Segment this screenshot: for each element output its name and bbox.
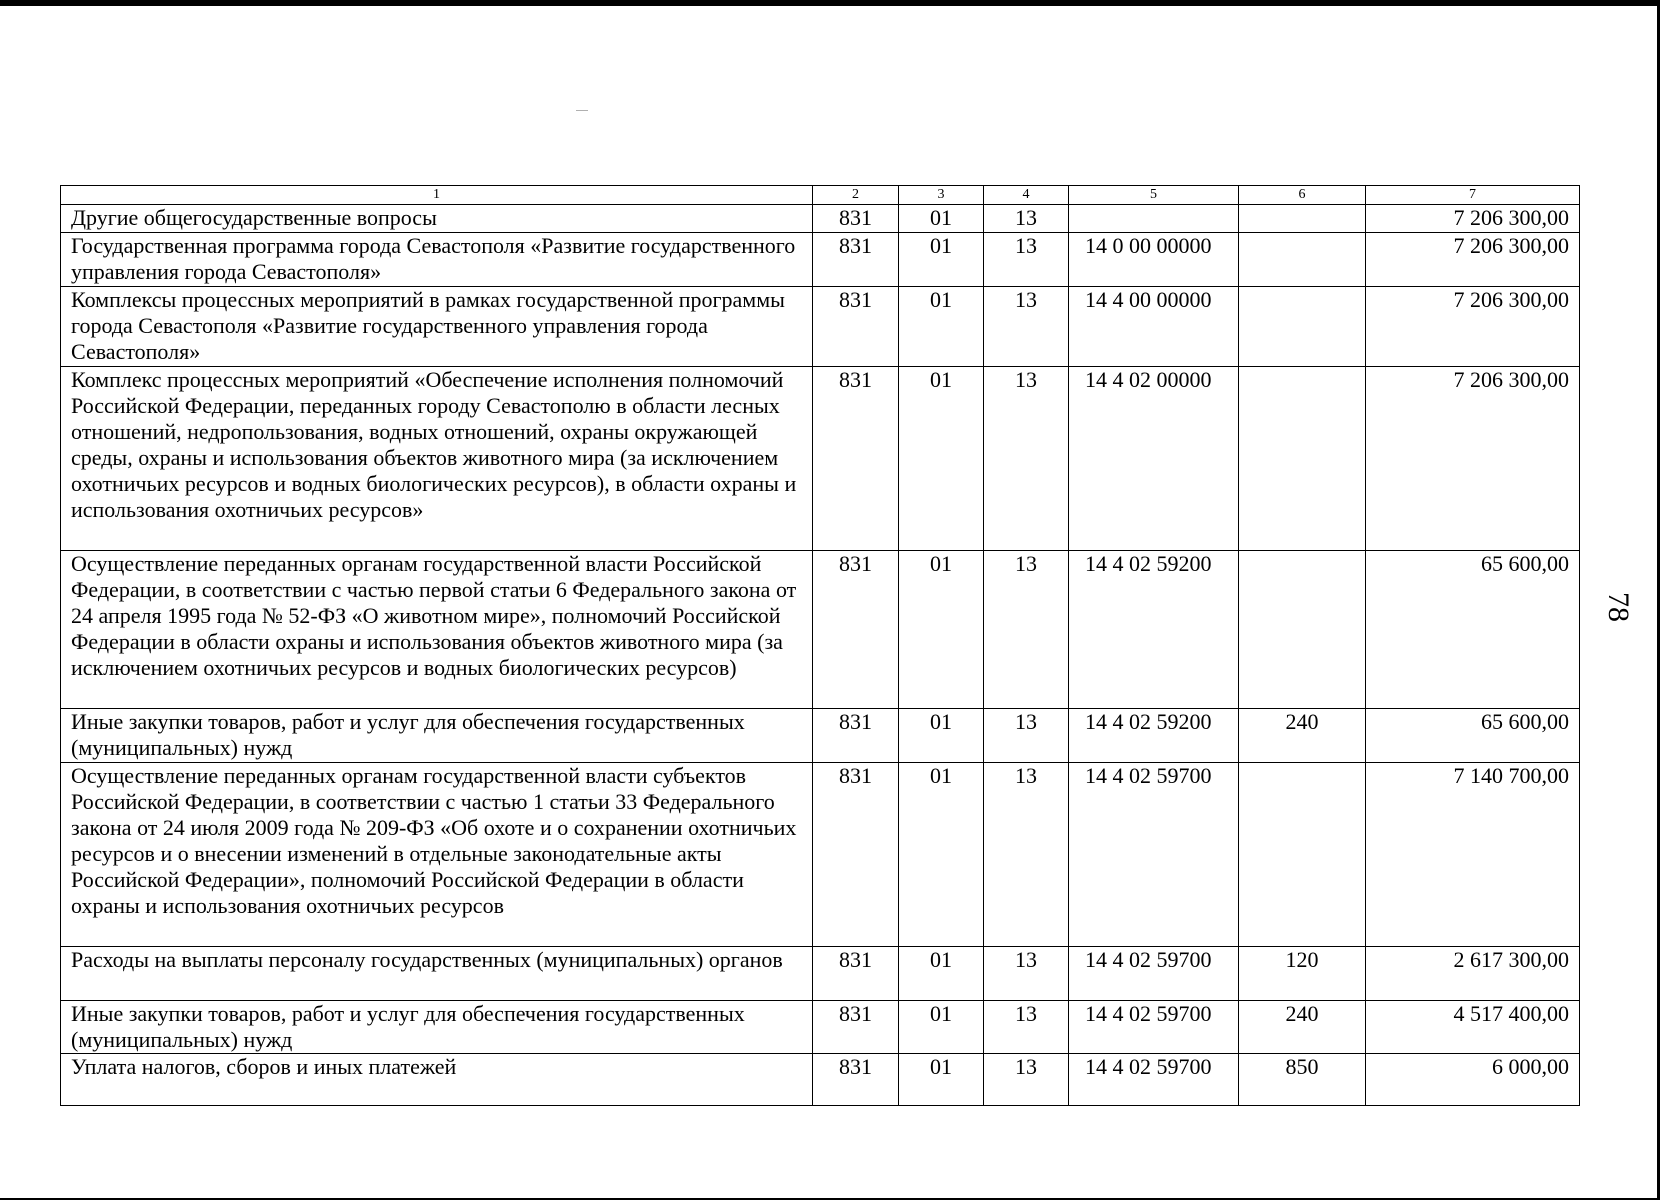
scan-top-edge xyxy=(0,0,1660,6)
row-vr: 850 xyxy=(1239,1054,1366,1106)
header-col-6: 6 xyxy=(1239,186,1366,205)
row-rz: 01 xyxy=(899,233,984,287)
row-pr: 13 xyxy=(984,551,1069,709)
row-name: Комплексы процессных мероприятий в рамках государственной программы города Севастополя «Развитие государственного управления города Севастополя» xyxy=(61,287,813,367)
row-name: Уплата налогов, сборов и иных платежей xyxy=(61,1054,813,1106)
header-col-1: 1 xyxy=(61,186,813,205)
row-name: Расходы на выплаты персоналу государственных (муниципальных) органов xyxy=(61,947,813,1001)
row-vr xyxy=(1239,205,1366,233)
row-grbs: 831 xyxy=(813,233,899,287)
row-name: Комплекс процессных мероприятий «Обеспечение исполнения полномочий Российской Федерации, переданных городу Севастополю в области лесных отношений, недропользования, водных отношений, охраны окружающей среды, охраны и использования объектов животного мира (за исключением охотничьих ресурсов и водных биологических ресурсов), в области охраны и использования охотничьих ресурсов» xyxy=(61,367,813,551)
table-row xyxy=(61,287,1580,367)
row-rz: 01 xyxy=(899,709,984,763)
row-grbs: 831 xyxy=(813,1001,899,1054)
row-name: Осуществление переданных органам государственной власти Российской Федерации, в соответствии с частью первой статьи 6 Федерального закона от 24 апреля 1995 года № 52-ФЗ «О животном мире», полномочий Российской Федерации в области охраны и использования объектов животного мира (за исключением охотничьих ресурсов и водных биологических ресурсов) xyxy=(61,551,813,709)
table-row xyxy=(61,233,1580,287)
row-vr xyxy=(1239,287,1366,367)
row-pr: 13 xyxy=(984,1001,1069,1054)
row-csr: 14 4 02 59700 xyxy=(1069,947,1239,1001)
row-vr: 240 xyxy=(1239,709,1366,763)
row-csr: 14 4 02 59700 xyxy=(1069,1001,1239,1054)
row-name: Иные закупки товаров, работ и услуг для обеспечения государственных (муниципальных) нужд xyxy=(61,1001,813,1054)
row-csr: 14 4 00 00000 xyxy=(1069,287,1239,367)
header-row xyxy=(61,186,1580,205)
page-number: 78 xyxy=(1602,592,1635,622)
row-name: Осуществление переданных органам государственной власти субъектов Российской Федерации, в соответствии с частью 1 статьи 33 Федерального закона от 24 июля 2009 года № 209-ФЗ «Об охоте и о сохранении охотничьих ресурсов и о внесении изменений в отдельные законодательные акты Российской Федерации», полномочий Российской Федерации в области охраны и использования охотничьих ресурсов xyxy=(61,763,813,947)
row-pr: 13 xyxy=(984,233,1069,287)
row-csr: 14 4 02 00000 xyxy=(1069,367,1239,551)
row-grbs: 831 xyxy=(813,763,899,947)
row-pr: 13 xyxy=(984,205,1069,233)
row-name: Другие общегосударственные вопросы xyxy=(61,205,813,233)
row-grbs: 831 xyxy=(813,1054,899,1106)
row-vr xyxy=(1239,551,1366,709)
table-row xyxy=(61,763,1580,947)
row-grbs: 831 xyxy=(813,205,899,233)
scan-speck xyxy=(576,110,588,111)
table-row xyxy=(61,205,1580,233)
table-row xyxy=(61,1001,1580,1054)
row-rz: 01 xyxy=(899,1054,984,1106)
row-rz: 01 xyxy=(899,1001,984,1054)
row-csr xyxy=(1069,205,1239,233)
header-col-3: 3 xyxy=(899,186,984,205)
row-rz: 01 xyxy=(899,287,984,367)
table-row xyxy=(61,551,1580,709)
row-amount: 65 600,00 xyxy=(1366,551,1580,709)
row-vr xyxy=(1239,763,1366,947)
row-amount: 6 000,00 xyxy=(1366,1054,1580,1106)
table-row xyxy=(61,367,1580,551)
row-name: Иные закупки товаров, работ и услуг для обеспечения государственных (муниципальных) нужд xyxy=(61,709,813,763)
row-grbs: 831 xyxy=(813,551,899,709)
row-rz: 01 xyxy=(899,551,984,709)
row-pr: 13 xyxy=(984,287,1069,367)
table-row xyxy=(61,1054,1580,1106)
table-body xyxy=(61,205,1580,1106)
row-vr xyxy=(1239,233,1366,287)
row-amount: 7 140 700,00 xyxy=(1366,763,1580,947)
row-csr: 14 4 02 59700 xyxy=(1069,1054,1239,1106)
table-row xyxy=(61,947,1580,1001)
header-col-2: 2 xyxy=(813,186,899,205)
row-amount: 7 206 300,00 xyxy=(1366,287,1580,367)
row-vr xyxy=(1239,367,1366,551)
row-csr: 14 0 00 00000 xyxy=(1069,233,1239,287)
row-pr: 13 xyxy=(984,1054,1069,1106)
row-rz: 01 xyxy=(899,367,984,551)
row-csr: 14 4 02 59200 xyxy=(1069,551,1239,709)
row-rz: 01 xyxy=(899,947,984,1001)
row-vr: 240 xyxy=(1239,1001,1366,1054)
row-name: Государственная программа города Севастополя «Развитие государственного управления города Севастополя» xyxy=(61,233,813,287)
row-grbs: 831 xyxy=(813,287,899,367)
row-amount: 2 617 300,00 xyxy=(1366,947,1580,1001)
row-grbs: 831 xyxy=(813,367,899,551)
row-pr: 13 xyxy=(984,367,1069,551)
header-col-7: 7 xyxy=(1366,186,1580,205)
row-csr: 14 4 02 59200 xyxy=(1069,709,1239,763)
row-pr: 13 xyxy=(984,709,1069,763)
header-col-5: 5 xyxy=(1069,186,1239,205)
row-pr: 13 xyxy=(984,763,1069,947)
row-amount: 7 206 300,00 xyxy=(1366,205,1580,233)
row-amount: 4 517 400,00 xyxy=(1366,1001,1580,1054)
row-csr: 14 4 02 59700 xyxy=(1069,763,1239,947)
row-rz: 01 xyxy=(899,205,984,233)
row-grbs: 831 xyxy=(813,709,899,763)
header-col-4: 4 xyxy=(984,186,1069,205)
row-rz: 01 xyxy=(899,763,984,947)
budget-table xyxy=(60,185,1580,1106)
row-pr: 13 xyxy=(984,947,1069,1001)
row-vr: 120 xyxy=(1239,947,1366,1001)
table-row xyxy=(61,709,1580,763)
row-grbs: 831 xyxy=(813,947,899,1001)
row-amount: 7 206 300,00 xyxy=(1366,367,1580,551)
table-header xyxy=(61,186,1580,205)
row-amount: 65 600,00 xyxy=(1366,709,1580,763)
row-amount: 7 206 300,00 xyxy=(1366,233,1580,287)
